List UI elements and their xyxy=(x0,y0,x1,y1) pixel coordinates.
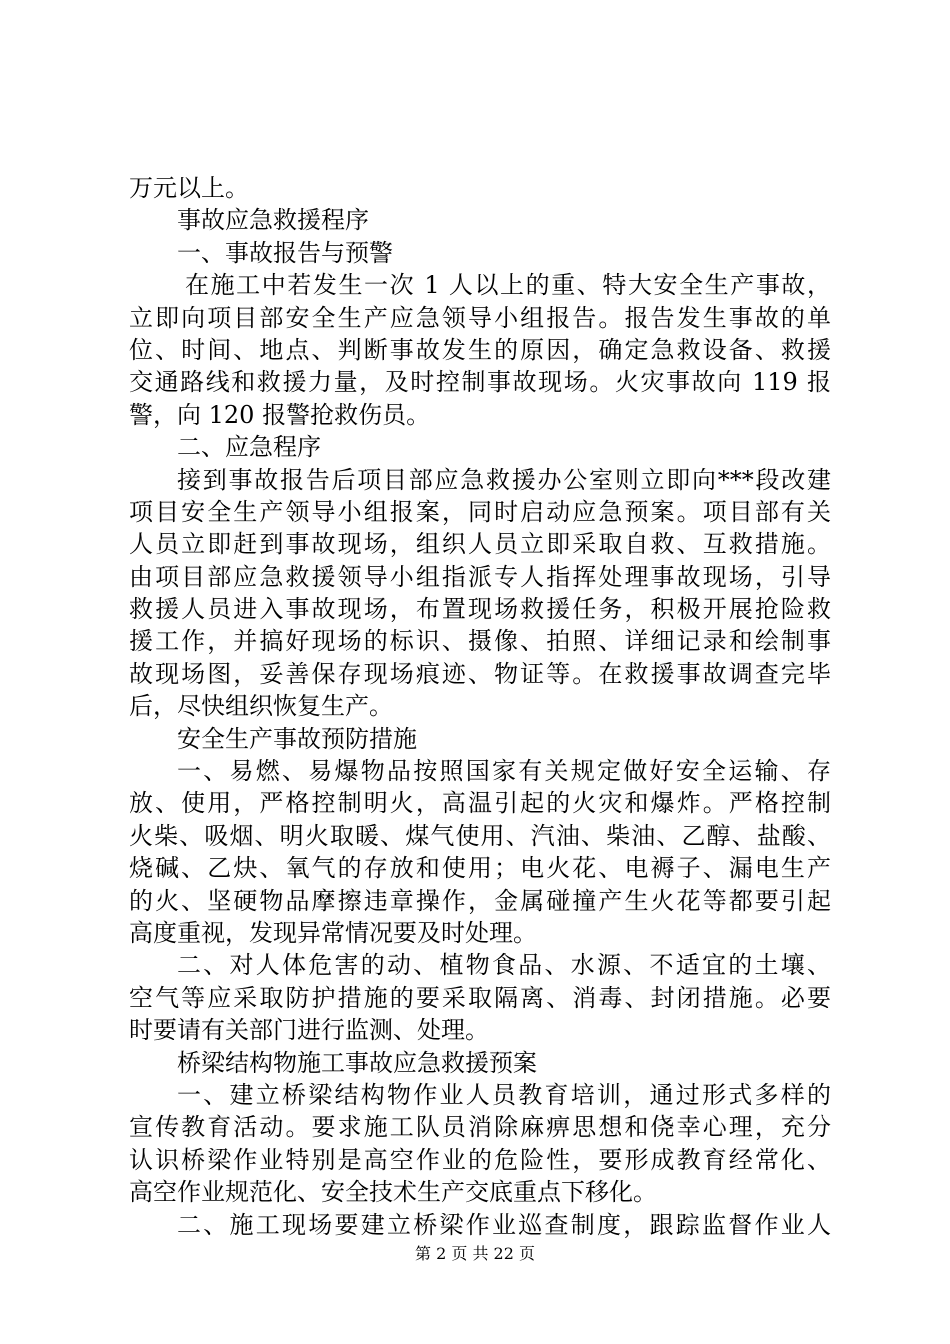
body-line-14: 救援人员进入事故现场，布置现场救援任务，积极开展抢险救 xyxy=(129,595,831,624)
body-line-24: 高度重视，发现异常情况要及时处理。 xyxy=(129,918,537,947)
body-line-25: 二、对人体危害的动、植物食品、水源、不适宜的土壤、 xyxy=(177,951,831,980)
body-line-27: 时要请有关部门进行监测、处理。 xyxy=(129,1016,489,1045)
body-line-20: 放、使用，严格控制明火，高温引起的火灾和爆炸。严格控制 xyxy=(129,789,831,818)
body-line-22: 烧碱、乙炔、氧气的存放和使用；电火花、电褥子、漏电生产 xyxy=(129,854,831,883)
document-body xyxy=(129,172,831,1241)
body-line-1: 万元以上。 xyxy=(129,174,249,202)
body-line-5: 立即向项目部安全生产应急领导小组报告。报告发生事故的单 xyxy=(129,303,831,332)
subsection-heading: 一、事故报告与预警 xyxy=(177,238,393,267)
body-line-29: 一、建立桥梁结构物作业人员教育培训，通过形式多样的 xyxy=(177,1080,831,1109)
body-line-4: 在施工中若发生一次 1 人以上的重、特大安全生产事故， xyxy=(185,271,831,300)
body-line-33: 二、施工现场要建立桥梁作业巡查制度，跟踪监督作业人 xyxy=(177,1210,831,1239)
body-line-12: 人员立即赶到事故现场，组织人员立即采取自救、互救措施。 xyxy=(129,530,831,559)
body-line-7: 交通路线和救援力量，及时控制事故现场。火灾事故向 119 报 xyxy=(129,368,831,397)
section-heading: 安全生产事故预防措施 xyxy=(177,724,417,753)
section-heading: 桥梁结构物施工事故应急救援预案 xyxy=(177,1048,537,1077)
body-line-17: 后，尽快组织恢复生产。 xyxy=(129,692,393,721)
body-line-15: 援工作，并搞好现场的标识、摄像、拍照、详细记录和绘制事 xyxy=(129,627,831,656)
body-line-23: 的火、坚硬物品摩擦违章操作，金属碰撞产生火花等都要引起 xyxy=(129,886,831,915)
body-line-32: 高空作业规范化、安全技术生产交底重点下移化。 xyxy=(129,1178,657,1207)
page-number-label: 第 2 页 共 22 页 xyxy=(415,1244,535,1263)
body-line-26: 空气等应采取防护措施的要采取隔离、消毒、封闭措施。必要 xyxy=(129,983,831,1012)
subsection-heading: 二、应急程序 xyxy=(177,433,321,462)
body-line-6: 位、时间、地点、判断事故发生的原因，确定急救设备、救援 xyxy=(129,335,831,364)
body-line-10: 接到事故报告后项目部应急救援办公室则立即向***段改建 xyxy=(177,465,831,494)
body-line-31: 认识桥梁作业特别是高空作业的危险性，要形成教育经常化、 xyxy=(129,1145,831,1174)
body-line-13: 由项目部应急救援领导小组指派专人指挥处理事故现场，引导 xyxy=(129,562,831,591)
body-line-21: 火柴、吸烟、明火取暖、煤气使用、汽油、柴油、乙醇、盐酸、 xyxy=(129,821,831,850)
body-line-19: 一、易燃、易爆物品按照国家有关规定做好安全运输、存 xyxy=(177,757,831,786)
body-line-30: 宣传教育活动。要求施工队员消除麻痹思想和侥幸心理，充分 xyxy=(129,1113,831,1142)
page-footer xyxy=(0,1244,950,1264)
section-heading: 事故应急救援程序 xyxy=(177,206,369,235)
body-line-8: 警，向 120 报警抢救伤员。 xyxy=(129,400,431,429)
body-line-16: 故现场图，妥善保存现场痕迹、物证等。在救援事故调查完毕 xyxy=(129,659,831,688)
body-line-11: 项目安全生产领导小组报案，同时启动应急预案。项目部有关 xyxy=(129,497,831,526)
